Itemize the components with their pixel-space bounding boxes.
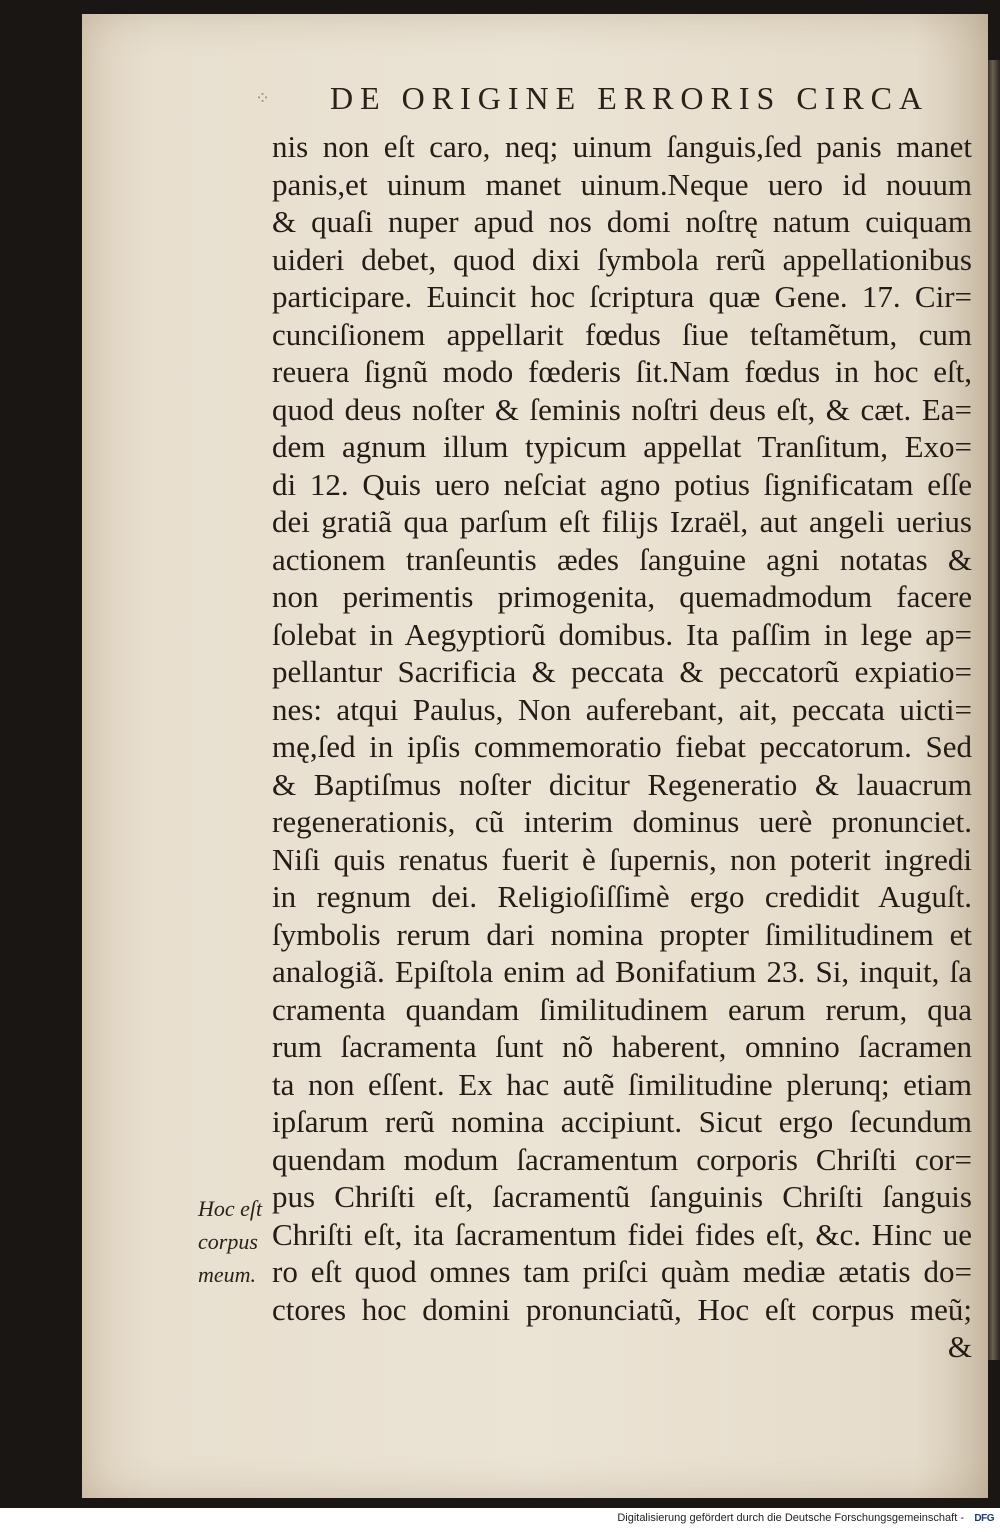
text-line: mę,ſed in ipſis commemoratio fiebat peccatorum. Sed xyxy=(272,729,972,764)
text-line: panis,et uinum manet uinum.Neque uero id nouum xyxy=(272,166,972,202)
text-line: actionem tranſeuntis ædes ſanguine agni notatas & xyxy=(272,541,972,577)
text-line: reuera ſignũ modo fœderis ſit.Nam fœdus in hoc eſt, xyxy=(272,354,972,389)
text-line: in regnum dei. Religioſiſſimè ergo credidit Auguſt. xyxy=(272,879,972,914)
text-line: Niſi quis renatus fuerit è ſupernis, non poterit ingredi xyxy=(272,841,972,877)
running-head: DE ORIGINE ERRORIS CIRCA xyxy=(330,80,930,116)
text-line: cramenta quandam ſimilitudinem earum rerum, qua xyxy=(272,991,972,1027)
text-line: Chriſti eſt, ita ſacramentum fidei fides eſt, &c. Hinc ue xyxy=(272,1216,972,1252)
text-line: participare. Euincit hoc ſcriptura quæ Gene. 17. Cir= xyxy=(272,279,972,314)
text-line: quendam modum ſacramentum corporis Chriſti cor= xyxy=(272,1141,972,1177)
text-line: dei gratiã qua parſum eſt filijs Izraël, aut angeli uerius xyxy=(272,504,972,539)
text-line: pus Chriſti eſt, ſacramentũ ſanguinis Chriſti ſanguis xyxy=(272,1179,972,1214)
text-line: nes: atqui Paulus, Non auferebant, ait, peccata uicti= xyxy=(272,691,972,727)
text-line: dem agnum illum typicum appellat Tranſitum, Exo= xyxy=(272,429,972,464)
text-line: cunciſionem appellarit fœdus ſiue teſtamẽtum, cum xyxy=(272,316,972,352)
text-line: ipſarum rerũ nomina accipiunt. Sicut ergo ſecundum xyxy=(272,1104,972,1139)
marginal-note-line: Hoc eſt xyxy=(198,1196,263,1221)
text-line: & quaſi nuper apud nos domi noſtrę natum cuiquam xyxy=(272,204,972,239)
marginal-note xyxy=(198,1192,268,1291)
text-line: ſymbolis rerum dari nomina propter ſimilitudinem et xyxy=(272,916,972,952)
text-line: ro eſt quod omnes tam priſci quàm mediæ ætatis do= xyxy=(272,1254,972,1289)
text-line: di 12. Quis uero neſciat agno potius ſignificatam eſſe xyxy=(272,466,972,502)
text-line: ſolebat in Aegyptiorũ domibus. Ita paſſim in lege ap= xyxy=(272,616,972,652)
text-line: uideri debet, quod dixi ſymbola rerũ appellationibus xyxy=(272,241,972,277)
text-line: non perimentis primogenita, quemadmodum facere xyxy=(272,579,972,614)
marginal-note-line: corpus xyxy=(198,1229,258,1254)
marginal-note-line: meum. xyxy=(198,1262,257,1287)
text-line: quod deus noſter & ſeminis noſtri deus eſt, & cæt. Ea= xyxy=(272,391,972,427)
text-line: ta non eſſent. Ex hac autẽ ſimilitudine plerunq; etiam xyxy=(272,1066,972,1102)
body-text xyxy=(272,128,972,1366)
text-line: regenerationis, cũ interim dominus uerè pronunciet. xyxy=(272,804,972,839)
dfg-logo: DFG xyxy=(974,1513,994,1524)
text-line: analogiã. Epiſtola enim ad Bonifatium 23. Si, inquit, ſa xyxy=(272,954,972,989)
page-edge-shadow xyxy=(988,60,1000,1360)
page-ornament: ⁘ xyxy=(255,88,273,109)
text-line: nis non eſt caro, neq; uinum ſanguis,ſed panis manet xyxy=(272,129,972,164)
text-line: rum ſacramenta ſunt nõ haberent, omnino ſacramen xyxy=(272,1029,972,1064)
footer-bar xyxy=(0,1508,1000,1532)
footer-credit: Digitalisierung gefördert durch die Deutsche Forschungsgemeinschaft - xyxy=(617,1512,964,1524)
text-line: & xyxy=(947,1329,972,1364)
text-line: pellantur Sacrificia & peccata & peccatorũ expiatio= xyxy=(272,654,972,689)
text-line: & Baptiſmus noſter dicitur Regeneratio & lauacrum xyxy=(272,766,972,802)
text-line: ctores hoc domini pronunciatũ, Hoc eſt corpus meũ; xyxy=(272,1291,972,1327)
